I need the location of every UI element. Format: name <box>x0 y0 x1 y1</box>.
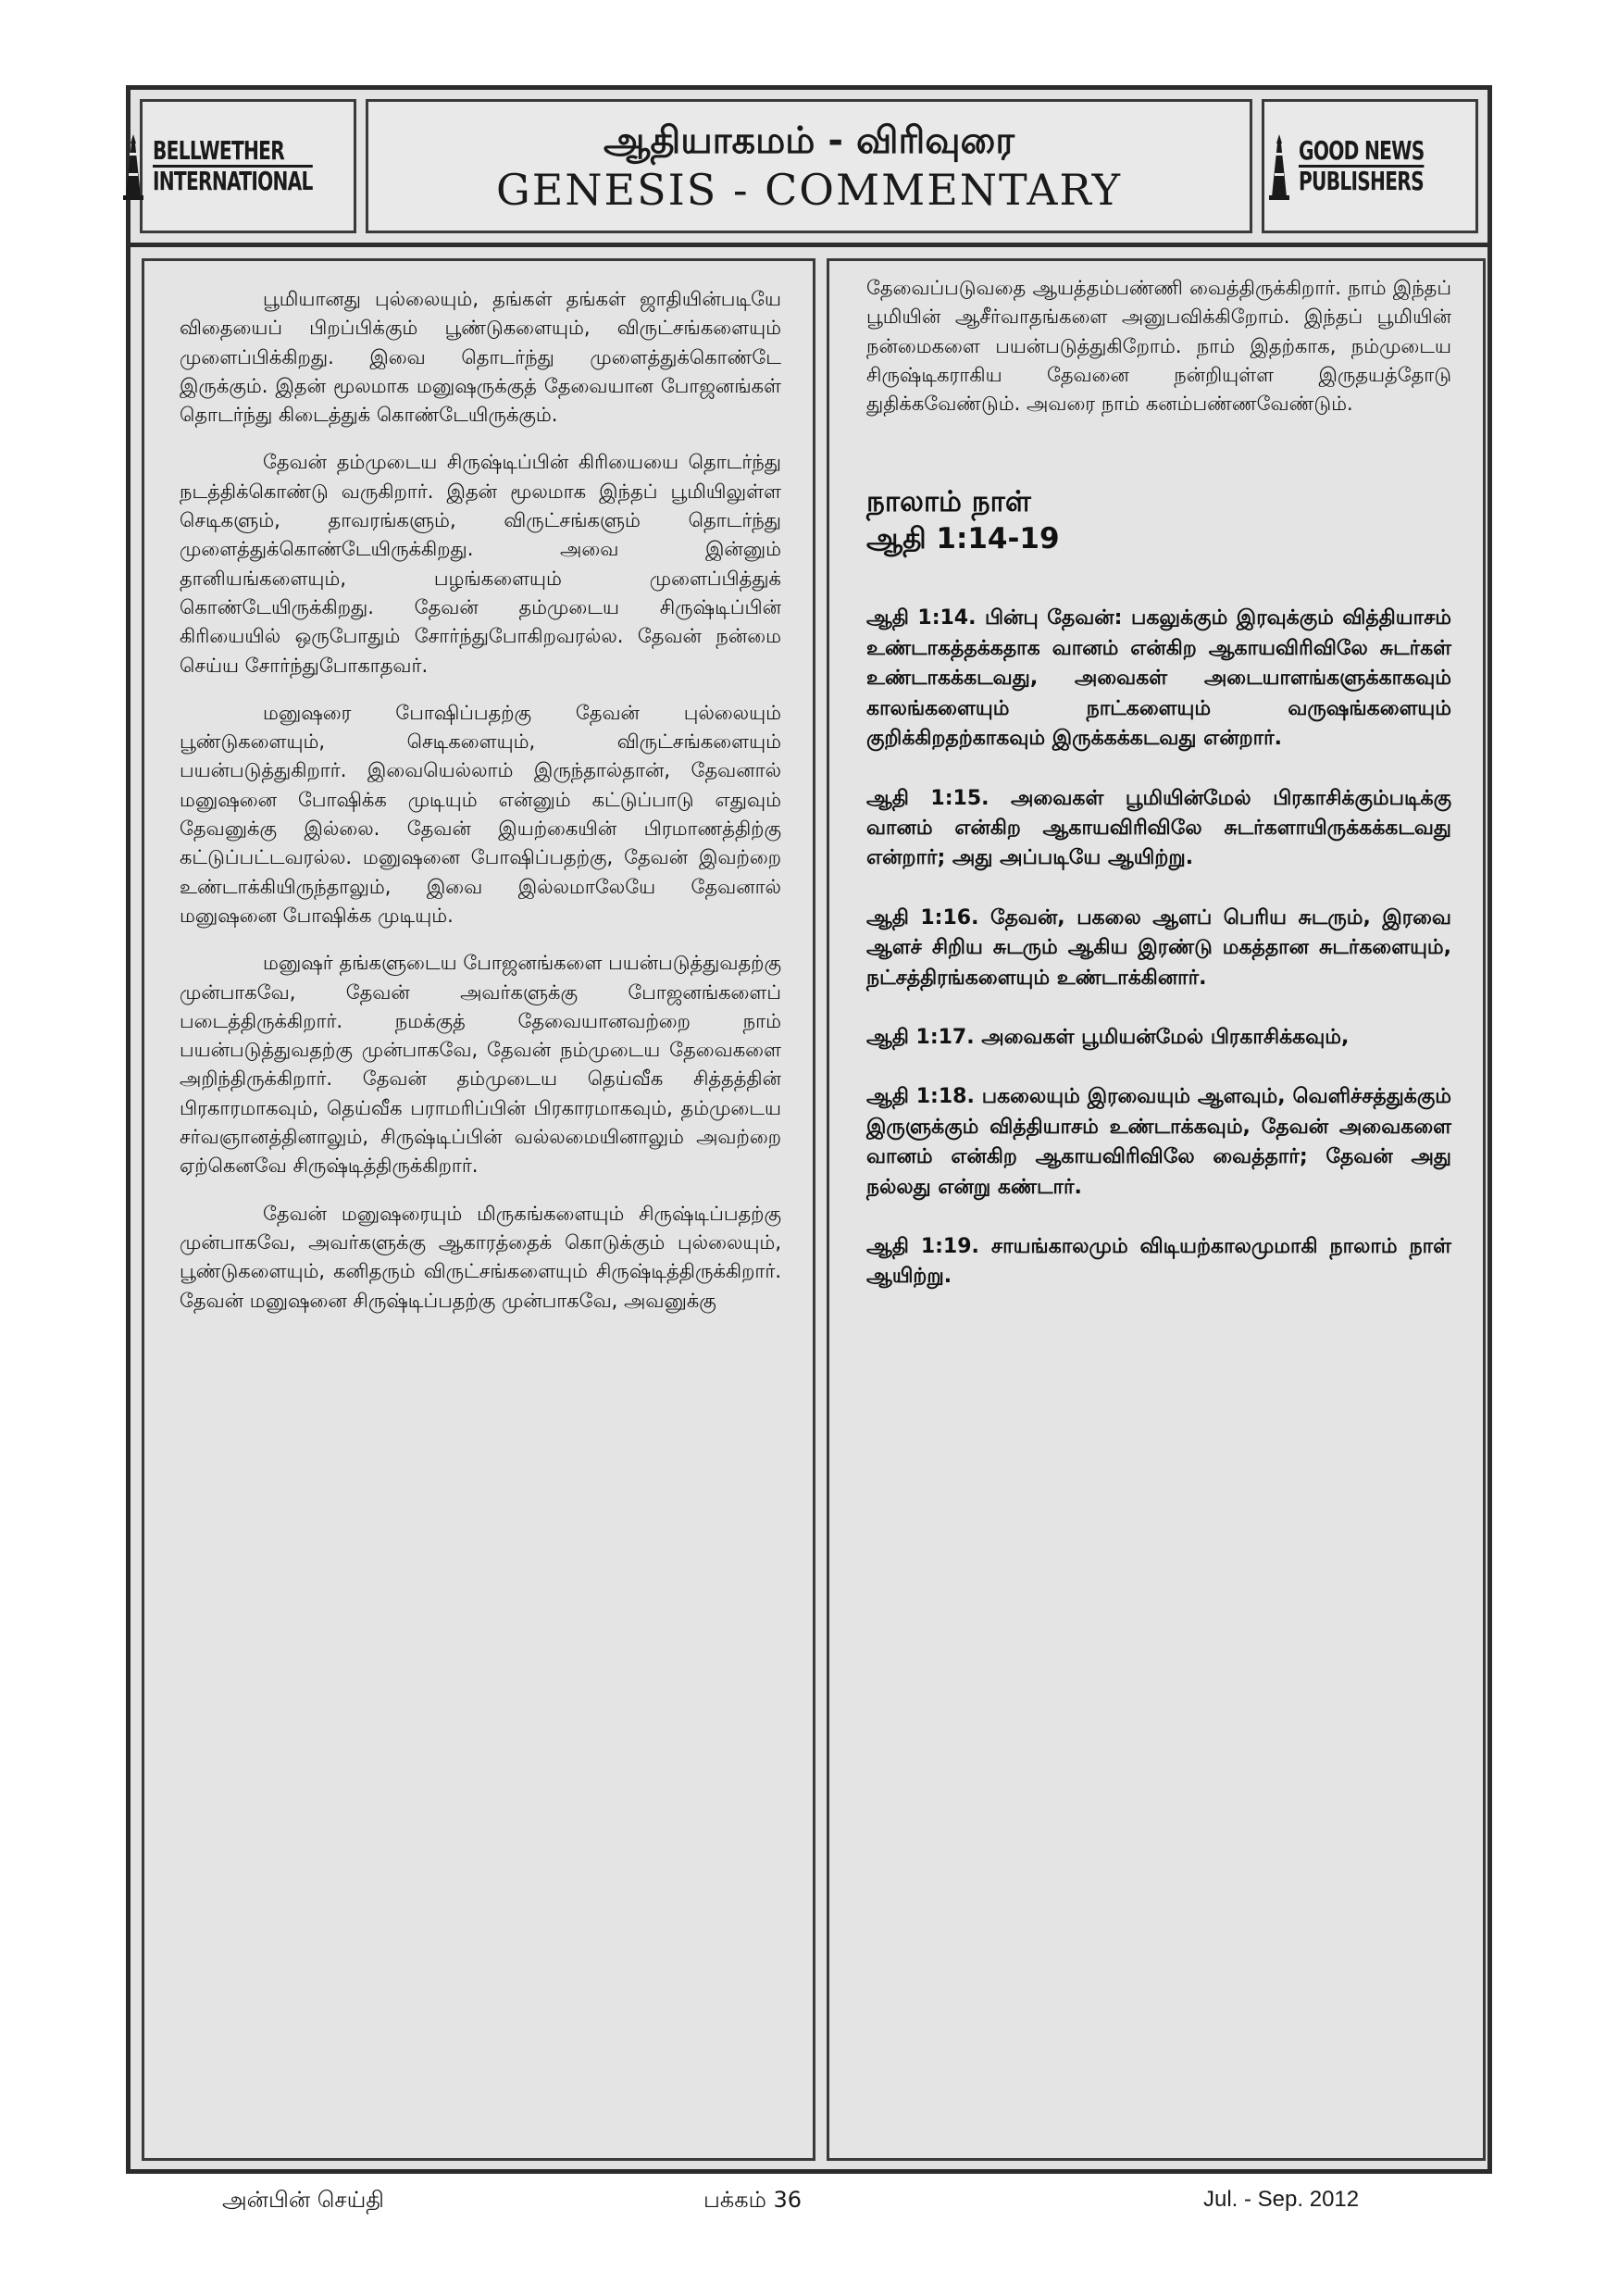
body-paragraph: மனுஷர் தங்களுடைய போஜனங்களை பயன்படுத்துவதற்கு முன்பாகவே, தேவன் அவர்களுக்கு போஜனங்களைப் படைத்திருக்கிறார். நமக்குத் தேவையானவற்றை நாம் பயன்படுத்துவதற்கு முன்பாகவே, தேவன் நம்முடைய தேவைகளை அறிந்திருக்கிறார். தேவன் தம்முடைய தெய்வீக சித்தத்தின் பிரகாரமாகவும், தெய்வீக பராமரிப்பின் பிரகாரமாகவும், தம்முடைய சர்வஞானத்தினாலும், சிருஷ்டிப்பின் வல்லமையினாலும் அவற்றை ஏற்கெனவே சிருஷ்டித்திருக்கிறார். <box>180 952 781 1178</box>
intro-paragraph: தேவைப்படுவதை ஆயத்தம்பண்ணி வைத்திருக்கிறார். நாம் இந்தப் பூமியின் ஆசீர்வாதங்களை அனுபவிக்கிறோம். இந்தப் பூமியின் நன்மைகளை பயன்படுத்துகிறோம். நாம் இதற்காக, நம்முடைய சிருஷ்டிகராகிய தேவனை நன்றியுள்ள இருதயத்தோடு துதிக்கவேண்டும். அவரை நாம் கனம்பண்ணவேண்டும். <box>866 277 1451 416</box>
body-paragraph: மனுஷரை போஷிப்பதற்கு தேவன் புல்லையும் பூண்டுகளையும், செடிகளையும், விருட்சங்களையும் பயன்படுத்துகிறார். இவையெல்லாம் இருந்தால்தான், தேவனால் மனுஷனை போஷிக்க முடியும் என்னும் கட்டுப்பாடு எதுவும் தேவனுக்கு இல்லை. தேவன் இயற்கையின் பிரமாணத்திற்கு கட்டுப்பட்டவரல்ல. மனுஷனை போஷிப்பதற்கு, தேவன் இவற்றை உண்டாக்கியிருந்தாலும், இவை இல்லமாலேயே தேவனால் மனுஷனை போஷிக்க முடியும். <box>180 701 781 927</box>
good-news-logo-text <box>1299 137 1425 195</box>
issue-date: Jul. - Sep. 2012 <box>1203 2187 1360 2212</box>
tower-icon <box>121 132 145 201</box>
verse: ஆதி 1:15. அவைகள் பூமியின்மேல் பிரகாசிக்கும்படிக்கு வானம் என்கிற ஆகாயவிரிவிலே சுடர்களாயிருக்கக்கடவது என்றார்; அது அப்படியே ஆயிற்று. <box>866 786 1451 870</box>
bellwether-line1: BELLWETHER <box>153 135 285 166</box>
good-news-line2: PUBLISHERS <box>1298 166 1424 196</box>
good-news-line1: GOOD NEWS <box>1298 135 1425 166</box>
bellwether-line2: INTERNATIONAL <box>153 166 313 196</box>
good-news-logo <box>1262 99 1478 233</box>
page-header <box>131 90 1487 247</box>
bellwether-logo <box>140 99 356 233</box>
body-paragraph: பூமியானது புல்லையும், தங்கள் தங்கள் ஜாதியின்படியே விதையைப் பிறப்பிக்கும் பூண்டுகளையும், விருட்சங்களையும் முளைப்பிக்கிறது. இவை தொடர்ந்து முளைத்துக்கொண்டே இருக்கும். இதன் மூலமாக மனுஷருக்குத் தேவையான போஜனங்கள் தொடர்ந்து கிடைத்துக் கொண்டேயிருக்கும். <box>180 288 781 427</box>
verse: ஆதி 1:14. பின்பு தேவன்: பகலுக்கும் இரவுக்கும் வித்தியாசம் உண்டாகத்தக்கதாக வானம் என்கிற ஆகாயவிரிவிலே சுடர்கள் உண்டாகக்கடவது, அவைகள் அடையாளங்களுக்காகவும் காலங்களையும் நாட்களையும் வருஷங்களையும் குறிக்கிறதற்காகவும் இருக்கக்கடவது என்றார். <box>866 606 1451 751</box>
verse: ஆதி 1:17. அவைகள் பூமியன்மேல் பிரகாசிக்கவும், <box>866 1025 1350 1049</box>
body-paragraph: தேவன் தம்முடைய சிருஷ்டிப்பின் கிரியையை தொடர்ந்து நடத்திக்கொண்டு வருகிறார். இதன் மூலமாக இந்தப் பூமியிலுள்ள செடிகளும், தாவரங்களும், விருட்சங்களும் தொடர்ந்து முளைத்துக்கொண்டேயிருக்கிறது. அவை இன்னும் தானியங்களையும், பழங்களையும் முளைப்பித்துக் கொண்டேயிருக்கிறது. தேவன் தம்முடைய சிருஷ்டிப்பின் கிரியையில் ஒருபோதும் சோர்ந்துபோகிறவரல்ல. தேவன் நன்மை செய்ய சோர்ந்துபோகாதவர். <box>180 451 781 677</box>
body-paragraph: தேவன் மனுஷரையும் மிருகங்களையும் சிருஷ்டிப்பதற்கு முன்பாகவே, அவர்களுக்கு ஆகாரத்தைக் கொடுக்கும் புல்லையும், பூண்டுகளையும், கனிதரும் விருட்சங்களையும் சிருஷ்டித்திருக்கிறார். தேவன் மனுஷனை சிருஷ்டிப்பதற்கு முன்பாகவே, அவனுக்கு <box>180 1202 781 1312</box>
left-column <box>142 258 815 2161</box>
tower-icon <box>1267 132 1291 201</box>
title-english: GENESIS - COMMENTARY <box>495 164 1123 215</box>
section-reference: ஆதி 1:14-19 <box>866 522 1060 556</box>
verse: ஆதி 1:16. தேவன், பகலை ஆளப் பெரிய சுடரும், இரவை ஆளச் சிறிய சுடரும் ஆகிய இரண்டு மகத்தான சுடர்களையும், நட்சத்திரங்களையும் உண்டாக்கினார். <box>866 905 1451 990</box>
bellwether-logo-text <box>153 137 313 195</box>
title-tamil: ஆதியாகமம் - விரிவுரை <box>603 119 1015 162</box>
page-frame <box>126 85 1492 2174</box>
verse: ஆதி 1:18. பகலையும் இரவையும் ஆளவும், வெளிச்சத்துக்கும் இருளுக்கும் வித்தியாசம் உண்டாக்கவும், தேவன் அவைகளை வானம் என்கிற ஆகாயவிரிவிலே வைத்தார்; தேவன் அது நல்லது என்று கண்டார். <box>866 1085 1451 1199</box>
verse: ஆதி 1:19. சாயங்காலமும் விடியற்காலமுமாகி நாலாம் நாள் ஆயிற்று. <box>866 1234 1451 1289</box>
section-title: நாலாம் நாள் <box>866 485 1031 519</box>
title-box <box>366 99 1252 233</box>
page-footer <box>0 2181 1618 2227</box>
right-column <box>827 258 1486 2161</box>
page-number: பக்கம் 36 <box>703 2187 803 2213</box>
magazine-name: அன்பின் செய்தி <box>222 2187 384 2213</box>
